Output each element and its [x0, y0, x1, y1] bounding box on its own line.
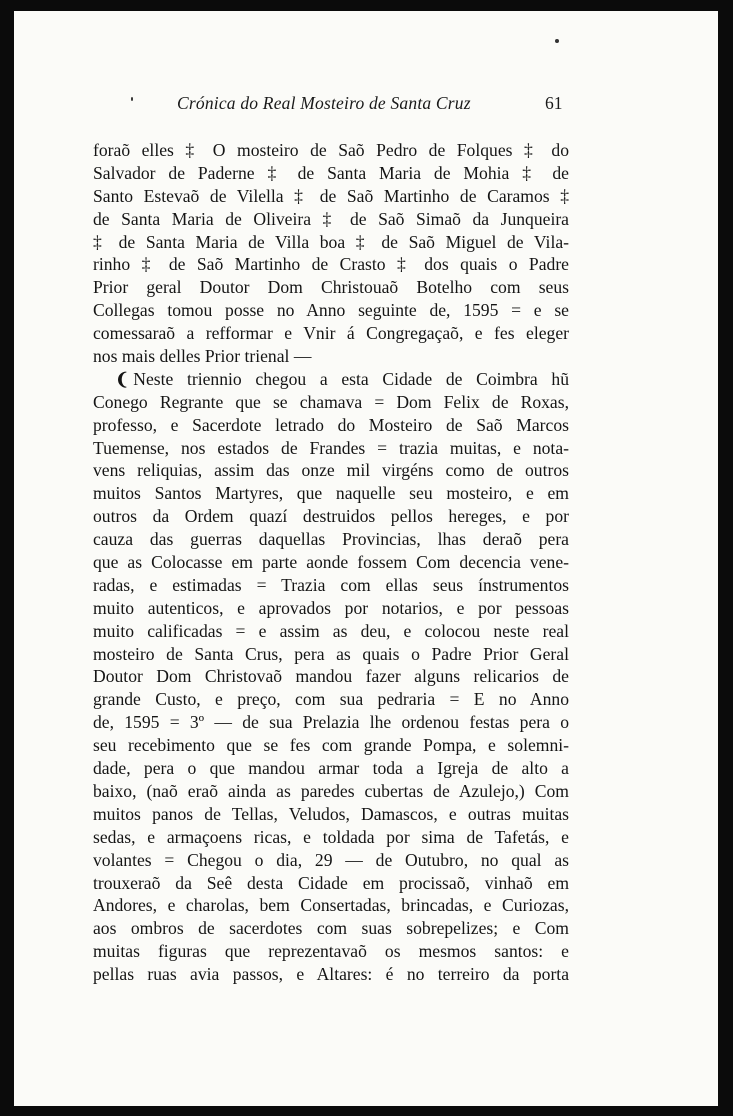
- text-line: Tuemense, nos estados de Frandes = trazia muitas, e nota-: [93, 437, 569, 458]
- text-line: muito autenticos, e aprovados por notarios, e por pessoas: [93, 597, 569, 618]
- ink-speck: [555, 39, 559, 43]
- text-line: Collegas tomou posse no Anno seguinte de, 1595 = e se: [93, 300, 569, 321]
- text-line: Neste triennio chegou a esta Cidade de Coimbra hũ: [133, 368, 569, 389]
- text-line: foraõ elles ‡ O mosteiro de Saõ Pedro de Folques ‡ do: [93, 140, 569, 160]
- text-line: Salvador de Paderne ‡ de Santa Maria de Mohia ‡ de: [93, 162, 569, 183]
- text-line: pellas ruas avia passos, e Altares: é no terreiro da porta: [93, 964, 569, 985]
- text-line: sedas, e armaçoens ricas, e toldada por sima de Tafetás, e: [93, 826, 569, 847]
- text-line: de Santa Maria de Oliveira ‡ de Saõ Simaõ da Junqueira: [93, 208, 569, 229]
- running-head: [14, 93, 718, 121]
- text-line: seu recebimento que se fes com grande Pompa, e solemni-: [93, 735, 569, 756]
- paragraph-first-line: [93, 368, 569, 391]
- text-line: baixo, (naõ eraõ ainda as paredes cubertas de Azulejo,) Com: [93, 780, 569, 801]
- text-line: grande Custo, e preço, com sua pedraria = E no Anno: [93, 689, 569, 710]
- text-line: radas, e estimadas = Trazia com ellas seus ínstrumentos: [93, 574, 569, 595]
- text-line: de, 1595 = 3º — de sua Prelazia lhe ordenou festas pera o: [93, 712, 569, 733]
- text-line: Doutor Dom Christovaõ mandou fazer alguns relicarios de: [93, 666, 569, 687]
- running-head-title: Crónica do Real Mosteiro de Santa Cruz: [177, 93, 471, 113]
- text-line: muitos Santos Martyres, que naquelle seu mosteiro, e em: [93, 483, 569, 504]
- text-line: muitos panos de Tellas, Veludos, Damascos, e outras muitas: [93, 803, 569, 824]
- text-line: vens reliquias, assim das onze mil virgéns como de outros: [93, 460, 569, 481]
- page-number: 61: [545, 93, 563, 113]
- text-line: nos mais delles Prior trienal —: [93, 346, 312, 367]
- text-line: mosteiro de Santa Crus, pera as quais o Padre Prior Geral: [93, 643, 569, 664]
- book-page: [14, 11, 718, 1106]
- text-line: cauza das guerras daquellas Provincias, lhas deraõ pera: [93, 529, 569, 550]
- text-line: Prior geral Doutor Dom Christouaõ Botelho com seus: [93, 277, 569, 298]
- text-line: trouxeraõ da Seê desta Cidade em procissaõ, vinhaõ em: [93, 872, 569, 893]
- paragraph-mark-icon: ❨: [115, 369, 130, 390]
- text-line: outros da Ordem quazí destruidos pellos hereges, e por: [93, 506, 569, 527]
- text-line: ‡ de Santa Maria de Villa boa ‡ de Saõ Miguel de Vila-: [93, 231, 569, 252]
- text-line: volantes = Chegou o dia, 29 — de Outubro, no qual as: [93, 849, 569, 870]
- text-line: muitas figuras que reprezentavaõ os mesmos santos: e: [93, 941, 569, 962]
- text-line: Conego Regrante que se chamava = Dom Felix de Roxas,: [93, 391, 569, 412]
- text-line: Santo Estevaõ de Vilella ‡ de Saõ Martinho de Caramos ‡: [93, 185, 569, 206]
- text-line: que as Colocasse em parte aonde fossem Com decencia vene-: [93, 552, 569, 573]
- text-line: Andores, e charolas, bem Consertadas, brincadas, e Curiozas,: [93, 895, 569, 916]
- text-line: professo, e Sacerdote letrado do Mosteiro de Saõ Marcos: [93, 414, 569, 435]
- text-line: dade, pera o que mandou armar toda a Igreja de alto a: [93, 758, 569, 779]
- text-line: aos ombros de sacerdotes com suas sobrepelizes; e Com: [93, 918, 569, 939]
- body-text: [93, 139, 569, 986]
- text-line: comessaraõ a refformar e Vnir á Congregaçaõ, e fes eleger: [93, 323, 569, 344]
- text-line: muito calificadas = e assim as deu, e colocou neste real: [93, 620, 569, 641]
- text-line: rinho ‡ de Saõ Martinho de Crasto ‡ dos quais o Padre: [93, 254, 569, 275]
